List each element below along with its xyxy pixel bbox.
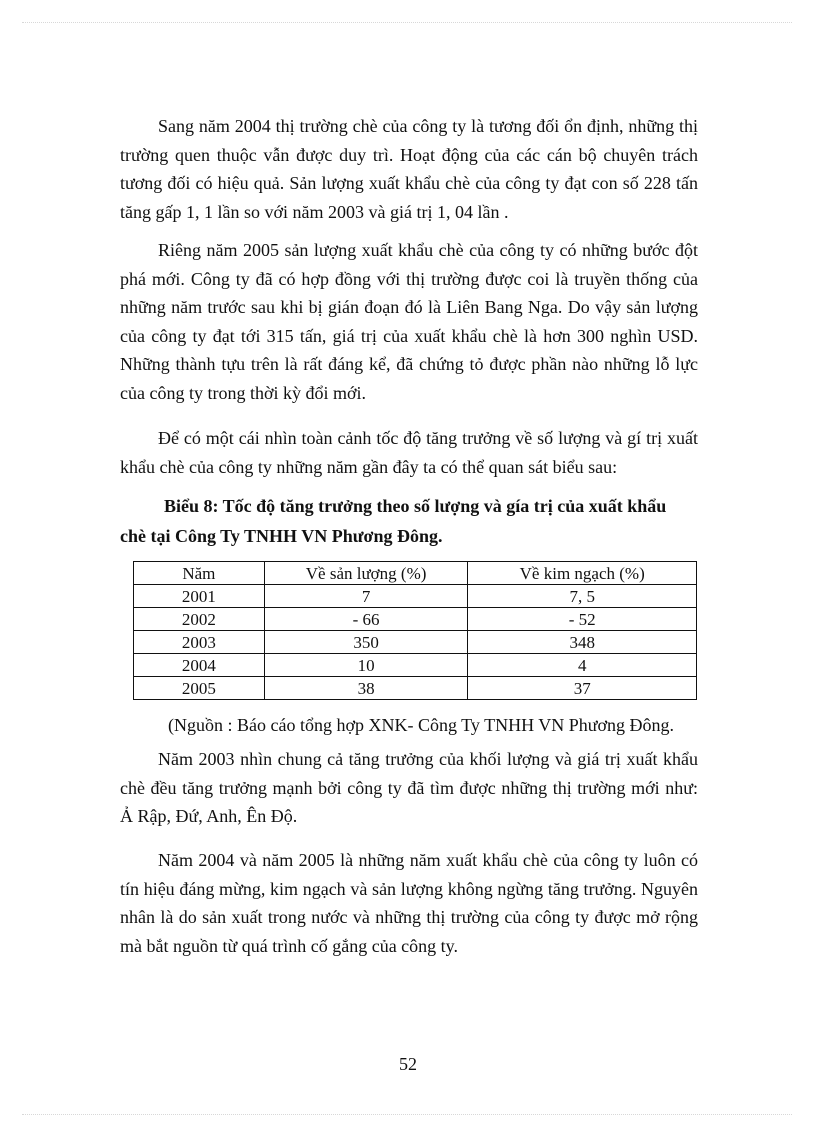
table-caption <box>120 491 698 551</box>
cell-volume: 7 <box>264 585 468 608</box>
table-row <box>134 631 697 654</box>
cell-year: 2002 <box>134 608 265 631</box>
header-value: Về kim ngạch (%) <box>468 562 697 585</box>
header-volume: Về sản lượng (%) <box>264 562 468 585</box>
cell-volume: 38 <box>264 677 468 700</box>
table-row <box>134 654 697 677</box>
table-row <box>134 677 697 700</box>
cell-year: 2003 <box>134 631 265 654</box>
growth-table <box>133 561 697 700</box>
table-row <box>134 585 697 608</box>
cell-value: 348 <box>468 631 697 654</box>
cell-value: 7, 5 <box>468 585 697 608</box>
cell-value: - 52 <box>468 608 697 631</box>
table-header-row <box>134 562 697 585</box>
paragraph-3: Để có một cái nhìn toàn cảnh tốc độ tăng trưởng về số lượng và gí trị xuất khẩu chè của công ty những năm gần đây ta có thể quan sát biểu sau: <box>120 428 698 477</box>
table-source: (Nguồn : Báo cáo tổng hợp XNK- Công Ty TNHH VN Phương Đông. <box>168 715 675 735</box>
paragraph-4: Năm 2003 nhìn chung cả tăng trưởng của khối lượng và giá trị xuất khẩu chè đều tăng trưởng mạnh bởi công ty đã tìm được những thị trường mới như: Ả Rập, Đứ, Anh, Ên Độ. <box>120 749 698 826</box>
paragraph-5: Năm 2004 và năm 2005 là những năm xuất khẩu chè của công ty luôn có tín hiệu đáng mừng, kim ngạch và sản lượng không ngừng tăng trưởng. Nguyên nhân là do sản xuất trong nước và những thị trường của công ty được mở rộng mà bắt nguồn từ quá trình cố gắng của công ty. <box>120 850 698 956</box>
paragraph-1: Sang năm 2004 thị trường chè của công ty là tương đối ổn định, những thị trường quen thuộc vẫn được duy trì. Hoạt động của các cán bộ chuyên trách tương đối có hiệu quả. Sản lượng xuất khẩu chè của công ty đạt con số 228 tấn tăng gấp 1, 1 lần so với năm 2003 và giá trị 1, 04 lần . <box>120 116 698 222</box>
cell-year: 2005 <box>134 677 265 700</box>
cell-volume: 10 <box>264 654 468 677</box>
table-row <box>134 608 697 631</box>
cell-year: 2001 <box>134 585 265 608</box>
paragraph-2: Riêng năm 2005 sản lượng xuất khẩu chè của công ty có những bước đột phá mới. Công ty đã có hợp đồng với thị trường được coi là truyền thống của những năm trước sau khi bị gián đoạn đó là Liên Bang Nga. Do vậy sản lượng của công ty đạt tới 315 tấn, giá trị của xuất khẩu chè là hơn 300 nghìn USD. Những thành tựu trên là rất đáng kể, đã chứng tỏ được phần nào những lỗ lực của công ty trong thời kỳ đổi mới. <box>120 240 698 403</box>
cell-volume: 350 <box>264 631 468 654</box>
cell-year: 2004 <box>134 654 265 677</box>
cell-volume: - 66 <box>264 608 468 631</box>
caption-line-1: Biểu 8: Tốc độ tăng trưởng theo số lượng và gía trị của xuất khẩu <box>164 496 667 516</box>
page-number: 52 <box>399 1054 417 1074</box>
cell-value: 37 <box>468 677 697 700</box>
caption-line-2: chè tại Công Ty TNHH VN Phương Đông. <box>120 526 443 546</box>
header-year: Năm <box>134 562 265 585</box>
cell-value: 4 <box>468 654 697 677</box>
